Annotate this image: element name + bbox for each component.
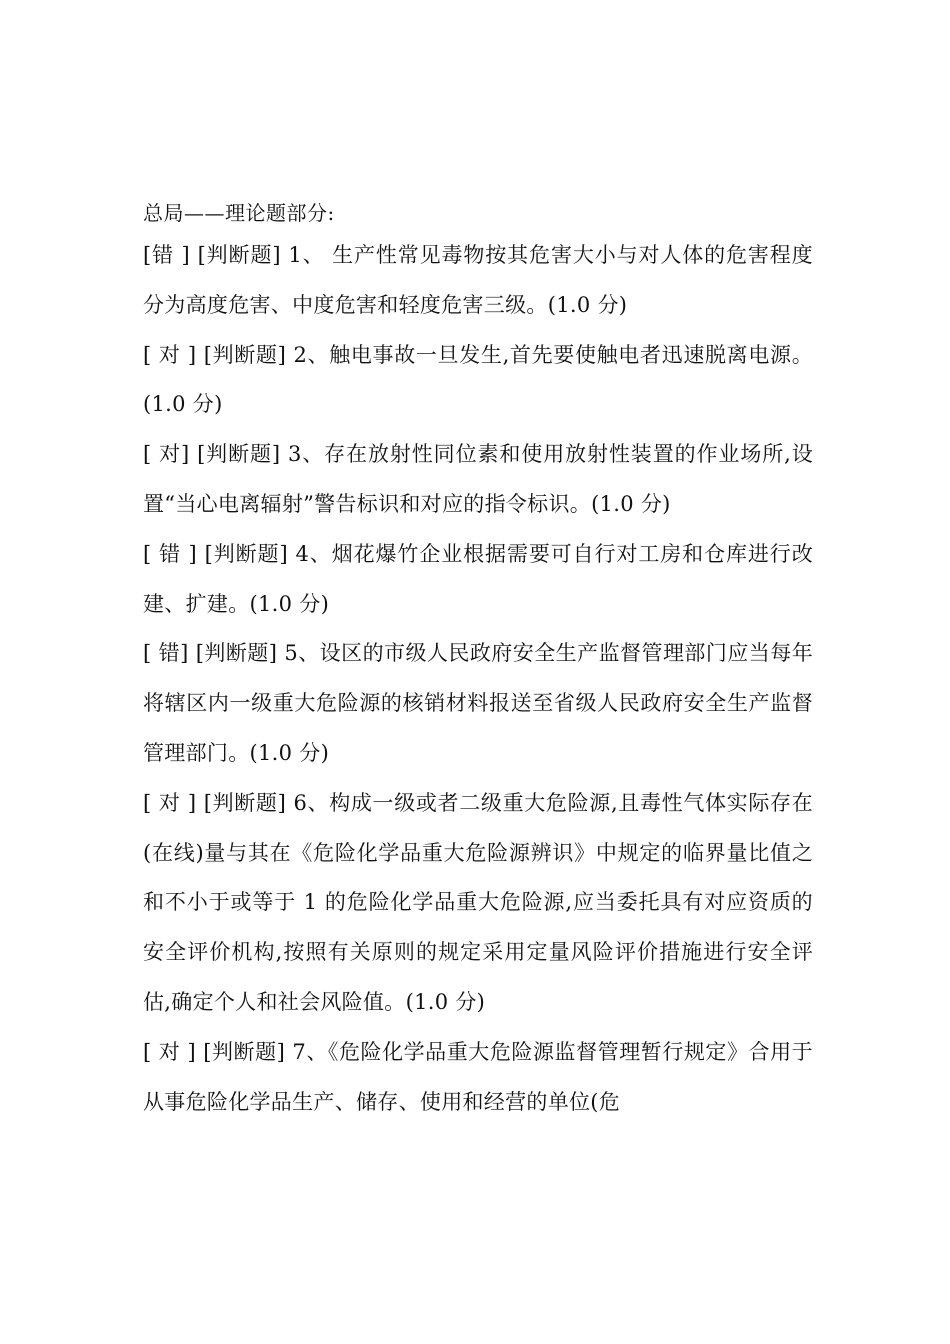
question-text: 存在放射性同位素和使用放射性装置的作业场所,设置“当心电离辐射”警告标识和对应的指令标识。(1.0 分) (143, 442, 814, 516)
question-item-5 (143, 629, 813, 778)
question-item-1 (143, 231, 813, 331)
question-type: [判断题] (197, 243, 281, 267)
question-number: 3、 (287, 442, 325, 467)
question-number: 1、 (288, 243, 325, 267)
question-type: [判断题] (195, 641, 278, 666)
question-text: 设区的市级人民政府安全生产监督管理部门应当每年将辖区内一级重大危险源的核销材料报送至省级人民政府安全生产监督管理部门。(1.0 分) (143, 641, 813, 765)
question-type: [判断题] (204, 541, 288, 566)
question-text: 《危险化学品重大危险源监督管理暂行规定》合用于从事危险化学品生产、储存、使用和经营的单位(危 (143, 1039, 813, 1114)
question-text: 触电事故一旦发生,首先要使触电者迅速脱离电源。(1.0 分) (143, 342, 813, 417)
answer-mark: [ 对 ] (143, 1039, 197, 1064)
question-number: 5、 (284, 641, 320, 666)
answer-mark: [错 ] (143, 243, 191, 267)
section-heading: 总局——理论题部分: (143, 201, 335, 225)
question-number: 6、 (293, 790, 330, 815)
question-item-3 (143, 430, 813, 530)
answer-mark: [ 错 ] (143, 541, 198, 566)
answer-mark: [ 对 ] (143, 342, 197, 367)
answer-mark: [ 错] (143, 641, 189, 666)
question-text: 烟花爆竹企业根据需要可自行对工房和仓库进行改建、扩建。(1.0 分) (143, 541, 813, 616)
question-text: 生产性常见毒物按其危害大小与对人体的危害程度分为高度危害、中度危害和轻度危害三级。(1.0 分) (143, 243, 813, 317)
question-item-6 (143, 779, 813, 1028)
answer-mark: [ 对 ] (143, 790, 197, 815)
question-item-2 (143, 331, 813, 431)
question-number: 4、 (295, 541, 332, 566)
question-item-7 (143, 1028, 813, 1128)
document-page (143, 199, 813, 1127)
question-text: 构成一级或者二级重大危险源,且毒性气体实际存在(在线)量与其在《危险化学品重大危险源辨识》中规定的临界量比值之和不小于或等于 1 的危险化学品重大危险源,应当委托具有对应资质的安全评价机构,按照有关原则的规定采用定量风险评价措施进行安全评估,确定个人和社会风险值。(1.0 分) (143, 790, 813, 1014)
question-number: 7、 (292, 1039, 328, 1064)
question-number: 2、 (293, 342, 330, 367)
answer-mark: [ 对] (143, 442, 190, 467)
question-item-4 (143, 530, 813, 630)
question-type: [判断题] (203, 790, 287, 815)
question-type: [判断题] (203, 1039, 286, 1064)
question-type: [判断题] (203, 342, 287, 367)
question-type: [判断题] (197, 442, 281, 467)
